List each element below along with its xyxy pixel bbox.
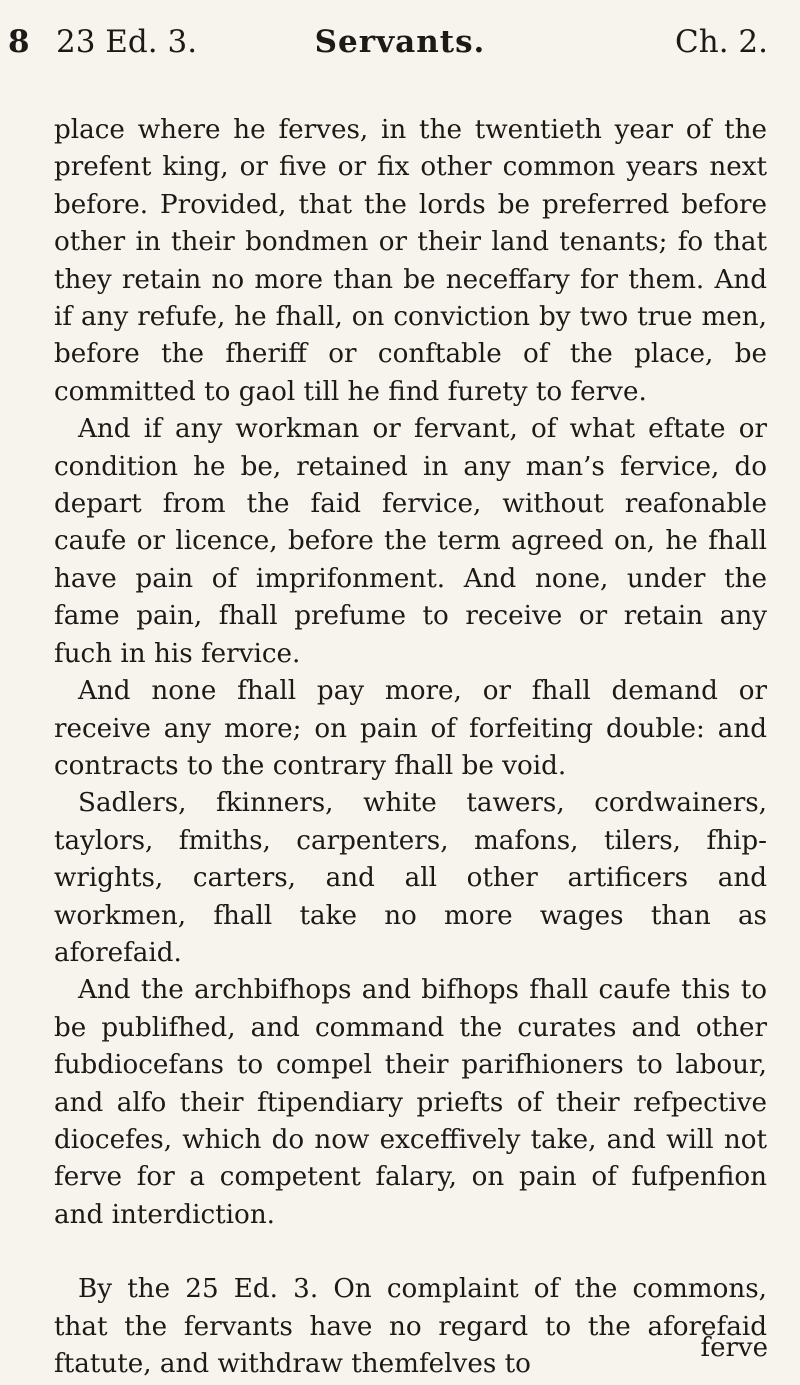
running-title: Servants. xyxy=(314,24,486,60)
chapter-label: Ch. 2. xyxy=(675,24,768,60)
paragraph: place where he ferves, in the twentieth year of the prefent king, or five or fix other common years next before. Provided, that the lords be preferred before other in their bondmen or their land tenants; fo that they retain no more than be neceffary for them. And if any refufe, he fhall, on conviction by two true men, before the fheriff or conftable of the place, be committed to gaol till he find furety to ferve. xyxy=(54,115,767,407)
paragraph: And the archbifhops and bifhops fhall caufe this to be publifhed, and command the curates and other fubdiocefans to compel their parifhioners to labour, and alfo their ftipendiary priefts of their refpective diocefes, which do now exceffively take, and will not ferve for a competent falary, on pain of fufpenfion and interdiction. xyxy=(54,975,767,1230)
paragraph: And if any workman or fervant, of what eftate or condition he be, retained in any man’s fervice, do depart from the faid fervice, without reafonable caufe or licence, before the term agreed on, he fhall have pain of imprifonment. And none, under the fame pain, fhall prefume to receive or retain any fuch in his fervice. xyxy=(54,414,767,669)
running-header xyxy=(0,12,800,72)
page-number: 8 xyxy=(8,24,30,60)
statute-reference: 23 Ed. 3. xyxy=(56,24,198,60)
paragraph: And none fhall pay more, or fhall demand or receive any more; on pain of forfeiting double: and contracts to the contrary fhall be void. xyxy=(54,676,767,781)
paragraph: By the 25 Ed. 3. On complaint of the commons, that the fervants have no regard to the aforefaid ftatute, and withdraw themfelves to xyxy=(54,1274,767,1379)
catchword: ferve xyxy=(700,1333,768,1363)
body-text xyxy=(54,112,767,1383)
paragraph: Sadlers, fkinners, white tawers, cordwainers, taylors, fmiths, carpenters, mafons, tilers, fhip-wrights, carters, and all other artificers and workmen, fhall take no more wages than as aforefaid. xyxy=(54,788,767,968)
